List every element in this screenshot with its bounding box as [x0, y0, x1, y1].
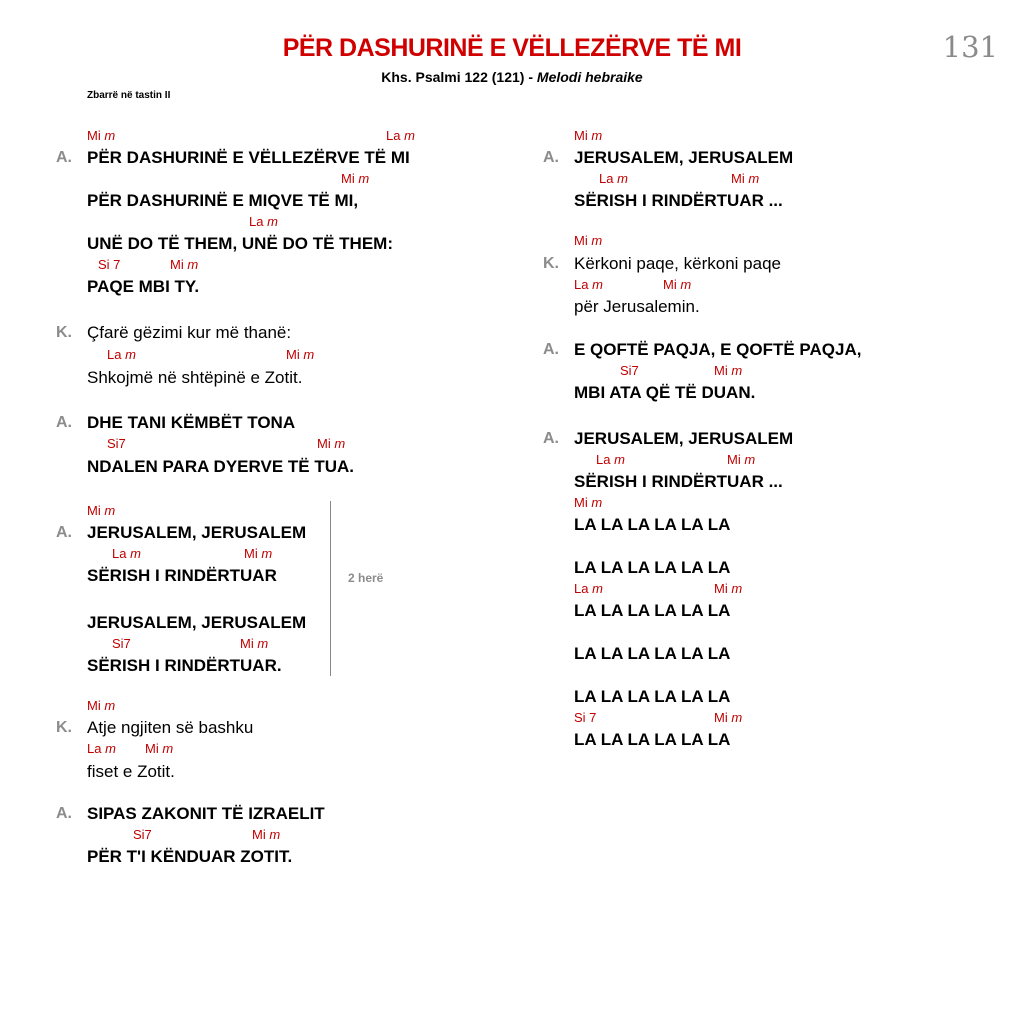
- chord: La m: [112, 546, 141, 561]
- la-line: LA LA LA LA LA LA: [574, 515, 731, 534]
- lyric-line: PËR T'I KËNDUAR ZOTIT.: [87, 847, 293, 866]
- chord: Si 7: [574, 710, 597, 725]
- repeat-bracket: [330, 501, 331, 676]
- chord: La m: [596, 452, 625, 467]
- verse-marker-a: A.: [56, 149, 72, 166]
- chord: Mi m: [731, 171, 760, 186]
- chord: Mi m: [663, 277, 692, 292]
- chord: Si7: [620, 363, 639, 378]
- la-line: LA LA LA LA LA LA: [574, 730, 731, 749]
- la-line: LA LA LA LA LA LA: [574, 601, 731, 620]
- chord: La m: [574, 581, 603, 596]
- chord: Mi m: [574, 495, 603, 510]
- lyric-line: PAQE MBI TY.: [87, 277, 200, 296]
- psalm-reference: Khs. Psalmi 122 (121) -: [381, 69, 537, 85]
- la-line: LA LA LA LA LA LA: [574, 687, 731, 706]
- lyric-line: Çfarë gëzimi kur më thanë:: [87, 323, 292, 342]
- chord: La m: [87, 741, 116, 756]
- chord: Mi m: [87, 698, 116, 713]
- chord: Mi m: [714, 710, 743, 725]
- chord: La m: [249, 214, 278, 229]
- lyric-line: SËRISH I RINDËRTUAR: [87, 566, 277, 585]
- la-line: LA LA LA LA LA LA: [574, 558, 731, 577]
- page-number: 131: [942, 30, 998, 64]
- chord: Mi m: [714, 363, 743, 378]
- lyric-line: UNË DO TË THEM, UNË DO TË THEM:: [87, 234, 393, 253]
- melody-origin: Melodi hebraike: [536, 69, 643, 85]
- lyric-line: SIPAS ZAKONIT TË IZRAELIT: [87, 804, 325, 823]
- lyric-line: Kërkoni paqe, kërkoni paqe: [574, 254, 781, 273]
- lyric-line: Shkojmë në shtëpinë e Zotit.: [87, 368, 303, 387]
- lyric-line: MBI ATA QË TË DUAN.: [574, 383, 756, 402]
- chord: Mi m: [317, 436, 346, 451]
- lyric-line: PËR DASHURINË E MIQVE TË MI,: [87, 191, 359, 210]
- verse-marker-k: K.: [56, 324, 72, 341]
- verse-marker-k: K.: [56, 719, 72, 736]
- lyric-line: fiset e Zotit.: [87, 762, 175, 781]
- la-line: LA LA LA LA LA LA: [574, 644, 731, 663]
- lyric-line: Atje ngjiten së bashku: [87, 718, 254, 737]
- lyric-line: E QOFTË PAQJA, E QOFTË PAQJA,: [574, 340, 862, 359]
- lyric-line: për Jerusalemin.: [574, 297, 700, 316]
- chord: Mi m: [341, 171, 370, 186]
- song-subtitle: [0, 69, 1024, 85]
- chord: La m: [599, 171, 628, 186]
- chord: Mi m: [286, 347, 315, 362]
- chord: Mi m: [87, 128, 116, 143]
- lyric-line: JERUSALEM, JERUSALEM: [574, 148, 794, 167]
- lyric-line: SËRISH I RINDËRTUAR ...: [574, 472, 783, 491]
- chord: Si7: [107, 436, 126, 451]
- chord: Si7: [112, 636, 131, 651]
- lyric-line: NDALEN PARA DYERVE TË TUA.: [87, 457, 354, 476]
- verse-marker-a: A.: [543, 149, 559, 166]
- lyric-line: SËRISH I RINDËRTUAR ...: [574, 191, 783, 210]
- lyric-line: JERUSALEM, JERUSALEM: [87, 613, 307, 632]
- verse-marker-a: A.: [543, 341, 559, 358]
- chord: Mi m: [252, 827, 281, 842]
- chord: Mi m: [170, 257, 199, 272]
- verse-marker-k: K.: [543, 255, 559, 272]
- lyric-line: DHE TANI KËMBËT TONA: [87, 413, 296, 432]
- capo-note: Zbarrë në tastin II: [87, 90, 171, 101]
- lyric-line: JERUSALEM, JERUSALEM: [87, 523, 307, 542]
- chord: Mi m: [574, 233, 603, 248]
- chord: Si 7: [98, 257, 121, 272]
- lyric-line: SËRISH I RINDËRTUAR.: [87, 656, 282, 675]
- chord: Mi m: [240, 636, 269, 651]
- chord: La m: [107, 347, 136, 362]
- verse-marker-a: A.: [56, 805, 72, 822]
- verse-marker-a: A.: [543, 430, 559, 447]
- chord: Mi m: [87, 503, 116, 518]
- chord: Mi m: [727, 452, 756, 467]
- repeat-note: 2 herë: [348, 571, 384, 585]
- verse-marker-a: A.: [56, 414, 72, 431]
- lyric-line: JERUSALEM, JERUSALEM: [574, 429, 794, 448]
- chord: La m: [386, 128, 415, 143]
- lyric-line: PËR DASHURINË E VËLLEZËRVE TË MI: [87, 148, 410, 167]
- verse-marker-a: A.: [56, 524, 72, 541]
- chord: Si7: [133, 827, 152, 842]
- song-title: PËR DASHURINË E VËLLEZËRVE TË MI: [282, 34, 742, 62]
- chord: Mi m: [714, 581, 743, 596]
- chord: Mi m: [574, 128, 603, 143]
- chord: Mi m: [145, 741, 174, 756]
- chord: Mi m: [244, 546, 273, 561]
- chord: La m: [574, 277, 603, 292]
